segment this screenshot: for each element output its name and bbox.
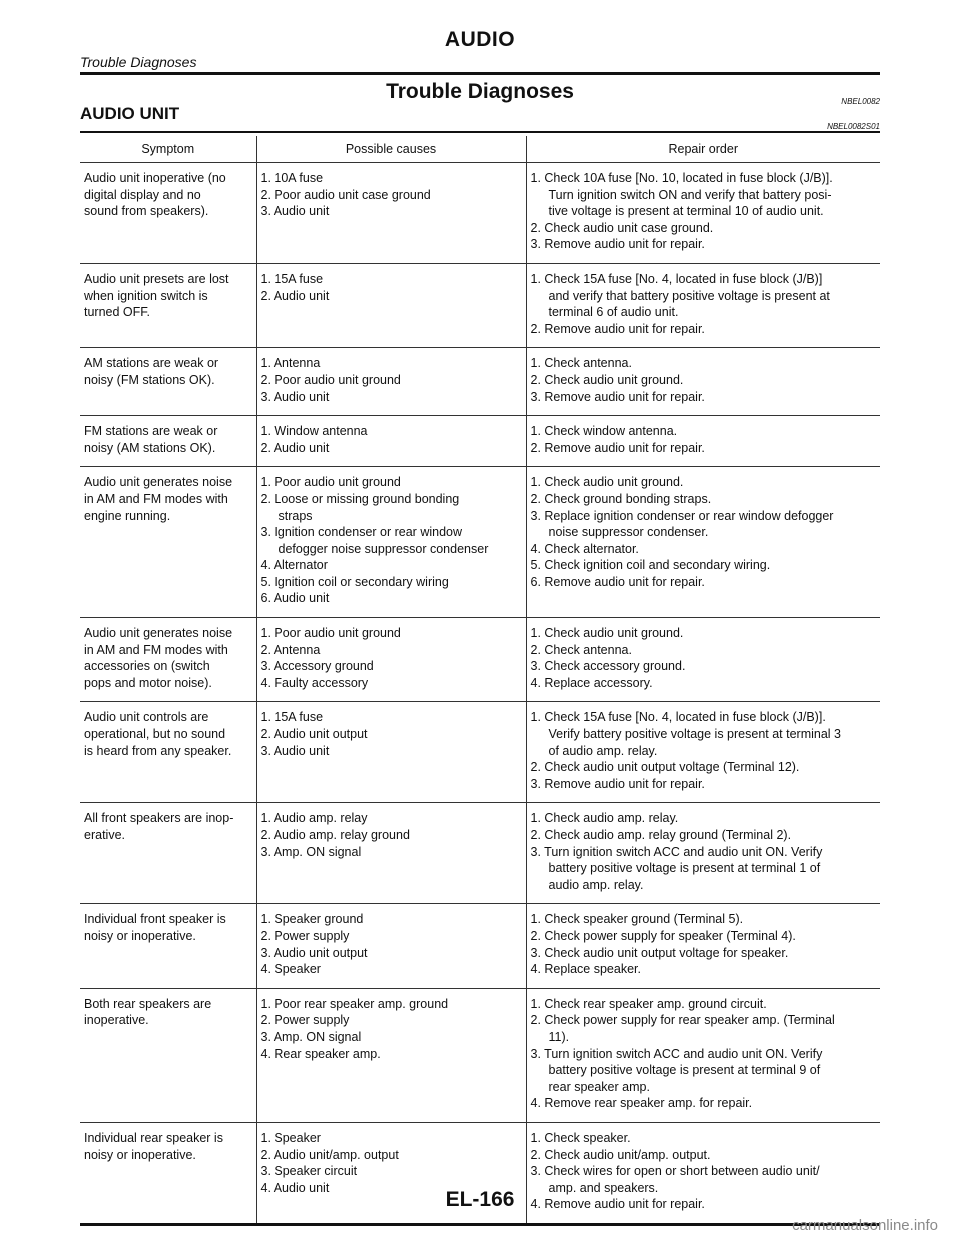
cell-line: 3. Amp. ON signal bbox=[260, 844, 362, 859]
symptom-cell bbox=[80, 618, 256, 702]
causes-cell bbox=[256, 467, 526, 618]
cell-line: audio amp. relay. bbox=[548, 877, 644, 892]
cell-line: FM stations are weak or bbox=[84, 424, 218, 439]
cell-line: Both rear speakers are bbox=[84, 996, 212, 1011]
header-title: AUDIO bbox=[444, 28, 516, 51]
cell-line: 5. Ignition coil or secondary wiring bbox=[260, 574, 449, 589]
cell-line: 2. Poor audio unit case ground bbox=[260, 187, 431, 202]
cell-line: terminal 6 of audio unit. bbox=[548, 305, 679, 320]
repair-cell bbox=[526, 702, 880, 803]
cell-line: 4. Alternator bbox=[260, 558, 328, 573]
column-header-repair: Repair order bbox=[526, 136, 880, 163]
cell-line: 1. Check audio unit ground. bbox=[530, 475, 684, 490]
cell-line: 1. Check speaker ground (Terminal 5). bbox=[530, 912, 744, 927]
cell-line: 3. Remove audio unit for repair. bbox=[530, 389, 705, 404]
cell-line: 2. Audio unit bbox=[260, 288, 330, 303]
cell-line: operational, but no sound bbox=[84, 727, 226, 742]
cell-line: noisy or inoperative. bbox=[84, 1147, 196, 1162]
cell-line: battery positive voltage is present at terminal 1 of bbox=[548, 861, 821, 876]
cell-line: 1. Check audio amp. relay. bbox=[530, 811, 679, 826]
table-row bbox=[80, 988, 880, 1122]
cell-line: 3. Amp. ON signal bbox=[260, 1029, 362, 1044]
section-title: Trouble Diagnoses bbox=[386, 80, 574, 103]
cell-line: 4. Replace speaker. bbox=[530, 962, 641, 977]
cell-line: 1. 15A fuse bbox=[260, 710, 324, 725]
cell-line: Audio unit generates noise bbox=[84, 475, 233, 490]
subsection-title: AUDIO UNIT bbox=[80, 104, 180, 123]
table-body bbox=[80, 163, 880, 1225]
cell-line: Turn ignition switch ON and verify that battery posi- bbox=[548, 187, 832, 202]
cell-line: and verify that battery positive voltage is present at bbox=[548, 288, 830, 303]
cell-line: All front speakers are inop- bbox=[84, 811, 234, 826]
cell-line: Audio unit generates noise bbox=[84, 626, 233, 641]
cell-line: 1. Check antenna. bbox=[530, 356, 632, 371]
cell-line: 3. Ignition condenser or rear window bbox=[260, 525, 463, 540]
cell-line: 1. Speaker ground bbox=[260, 912, 364, 927]
cell-line: when ignition switch is bbox=[84, 288, 208, 303]
table-row bbox=[80, 416, 880, 467]
cell-line: 3. Audio unit bbox=[260, 389, 330, 404]
section-ref-code: NBEL0082 bbox=[841, 97, 880, 106]
cell-line: 3. Turn ignition switch ACC and audio unit ON. Verify bbox=[530, 844, 823, 859]
repair-cell bbox=[526, 618, 880, 702]
repair-cell bbox=[526, 803, 880, 904]
symptom-cell bbox=[80, 702, 256, 803]
cell-line: 2. Check antenna. bbox=[530, 642, 632, 657]
causes-cell bbox=[256, 618, 526, 702]
cell-line: 3. Remove audio unit for repair. bbox=[530, 237, 705, 252]
repair-cell bbox=[526, 163, 880, 264]
cell-line: noisy or inoperative. bbox=[84, 928, 196, 943]
cell-line: 1. Poor audio unit ground bbox=[260, 626, 401, 641]
cell-line: 2. Check ground bonding straps. bbox=[530, 491, 712, 506]
causes-cell bbox=[256, 904, 526, 988]
cell-line: 4. Faulty accessory bbox=[260, 675, 369, 690]
subsection-ref-code: NBEL0082S01 bbox=[827, 122, 880, 131]
symptom-cell bbox=[80, 348, 256, 416]
cell-line: turned OFF. bbox=[84, 305, 150, 320]
cell-line: defogger noise suppressor condenser bbox=[278, 541, 489, 556]
cell-line: 1. Poor rear speaker amp. ground bbox=[260, 996, 449, 1011]
causes-cell bbox=[256, 163, 526, 264]
repair-cell bbox=[526, 263, 880, 347]
cell-line: 6. Audio unit bbox=[260, 591, 330, 606]
cell-line: 3. Check wires for open or short between audio unit/ bbox=[530, 1164, 820, 1179]
cell-line: 3. Check audio unit output voltage for speaker. bbox=[530, 945, 789, 960]
cell-line: Verify battery positive voltage is present at terminal 3 bbox=[548, 727, 842, 742]
table-row bbox=[80, 702, 880, 803]
cell-line: noise suppressor condenser. bbox=[548, 525, 709, 540]
cell-line: 2. Loose or missing ground bonding bbox=[260, 491, 460, 506]
cell-line: 1. Audio amp. relay bbox=[260, 811, 368, 826]
causes-cell bbox=[256, 988, 526, 1122]
cell-line: Audio unit controls are bbox=[84, 710, 209, 725]
cell-line: 3. Check accessory ground. bbox=[530, 659, 686, 674]
cell-line: rear speaker amp. bbox=[548, 1079, 650, 1094]
cell-line: 2. Audio unit output bbox=[260, 727, 368, 742]
cell-line: 1. Window antenna bbox=[260, 424, 368, 439]
cell-line: 1. Check rear speaker amp. ground circuit. bbox=[530, 996, 767, 1011]
trouble-diagnoses-table bbox=[80, 136, 880, 1226]
cell-line: erative. bbox=[84, 828, 125, 842]
symptom-cell bbox=[80, 904, 256, 988]
cell-line: 4. Check alternator. bbox=[530, 541, 639, 556]
causes-cell bbox=[256, 702, 526, 803]
cell-line: 1. Check speaker. bbox=[530, 1130, 631, 1145]
cell-line: sound from speakers). bbox=[84, 204, 209, 219]
cell-line: 2. Audio unit/amp. output bbox=[260, 1147, 399, 1162]
cell-line: 2. Check audio unit output voltage (Terminal 12). bbox=[530, 760, 800, 775]
cell-line: 2. Antenna bbox=[260, 642, 321, 657]
page-header bbox=[80, 26, 880, 70]
repair-cell bbox=[526, 416, 880, 467]
cell-line: 2. Power supply bbox=[260, 928, 350, 943]
cell-line: 4. Rear speaker amp. bbox=[260, 1046, 381, 1061]
cell-line: Individual rear speaker is bbox=[84, 1130, 223, 1145]
table-row bbox=[80, 348, 880, 416]
cell-line: 2. Power supply bbox=[260, 1013, 350, 1028]
cell-line: 2. Check audio amp. relay ground (Terminal 2). bbox=[530, 828, 792, 842]
cell-line: 11). bbox=[548, 1029, 570, 1044]
repair-cell bbox=[526, 988, 880, 1122]
causes-cell bbox=[256, 803, 526, 904]
cell-line: 2. Poor audio unit ground bbox=[260, 372, 401, 387]
cell-line: 3. Turn ignition switch ACC and audio unit ON. Verify bbox=[530, 1046, 823, 1061]
table-row bbox=[80, 803, 880, 904]
watermark: carmanualsonline.info bbox=[792, 1217, 938, 1234]
causes-cell bbox=[256, 348, 526, 416]
symptom-cell bbox=[80, 263, 256, 347]
cell-line: 1. Check 10A fuse [No. 10, located in fuse block (J/B)]. bbox=[530, 171, 833, 185]
table-row bbox=[80, 904, 880, 988]
cell-line: 4. Remove audio unit for repair. bbox=[530, 1197, 705, 1212]
cell-line: 2. Remove audio unit for repair. bbox=[530, 440, 705, 455]
symptom-cell bbox=[80, 467, 256, 618]
cell-line: 1. Antenna bbox=[260, 356, 321, 371]
table-row bbox=[80, 163, 880, 264]
cell-line: straps bbox=[278, 508, 313, 523]
cell-line: 2. Remove audio unit for repair. bbox=[530, 321, 705, 336]
cell-line: 3. Audio unit bbox=[260, 204, 330, 219]
cell-line: 1. Poor audio unit ground bbox=[260, 475, 401, 490]
cell-line: 1. Check audio unit ground. bbox=[530, 626, 684, 641]
symptom-cell bbox=[80, 416, 256, 467]
cell-line: inoperative. bbox=[84, 1013, 149, 1028]
cell-line: 2. Audio amp. relay ground bbox=[260, 828, 410, 842]
repair-cell bbox=[526, 467, 880, 618]
cell-line: battery positive voltage is present at terminal 9 of bbox=[548, 1063, 821, 1078]
symptom-cell bbox=[80, 163, 256, 264]
table-header-row bbox=[80, 136, 880, 163]
cell-line: amp. and speakers. bbox=[548, 1180, 659, 1195]
cell-line: 3. Remove audio unit for repair. bbox=[530, 776, 705, 791]
page-number: EL-166 bbox=[445, 1188, 515, 1211]
causes-cell bbox=[256, 416, 526, 467]
cell-line: pops and motor noise). bbox=[84, 675, 212, 690]
cell-line: 2. Check audio unit ground. bbox=[530, 372, 684, 387]
table-row bbox=[80, 618, 880, 702]
cell-line: 3. Audio unit output bbox=[260, 945, 368, 960]
cell-line: 2. Audio unit bbox=[260, 440, 330, 455]
cell-line: 3. Accessory ground bbox=[260, 659, 374, 674]
cell-line: 1. 15A fuse bbox=[260, 271, 324, 286]
cell-line: accessories on (switch bbox=[84, 659, 210, 674]
cell-line: Individual front speaker is bbox=[84, 912, 226, 927]
repair-cell bbox=[526, 904, 880, 988]
symptom-cell bbox=[80, 988, 256, 1122]
table-row bbox=[80, 263, 880, 347]
header-divider bbox=[80, 72, 880, 75]
cell-line: in AM and FM modes with bbox=[84, 642, 228, 657]
cell-line: 4. Speaker bbox=[260, 962, 321, 977]
cell-line: 2. Check power supply for rear speaker amp. (Terminal bbox=[530, 1013, 835, 1028]
cell-line: 2. Check power supply for speaker (Terminal 4). bbox=[530, 928, 796, 943]
causes-cell bbox=[256, 263, 526, 347]
cell-line: 1. Check 15A fuse [No. 4, located in fuse block (J/B)] bbox=[530, 271, 823, 286]
cell-line: engine running. bbox=[84, 508, 171, 523]
cell-line: AM stations are weak or bbox=[84, 356, 219, 371]
column-header-symptom: Symptom bbox=[80, 136, 256, 163]
cell-line: Audio unit presets are lost bbox=[84, 271, 229, 286]
column-header-causes: Possible causes bbox=[256, 136, 526, 163]
cell-line: 4. Replace accessory. bbox=[530, 675, 653, 690]
header-subtitle: Trouble Diagnoses bbox=[80, 54, 197, 70]
cell-line: of audio amp. relay. bbox=[548, 743, 658, 758]
cell-line: 5. Check ignition coil and secondary wiring. bbox=[530, 558, 771, 573]
cell-line: 4. Audio unit bbox=[260, 1180, 330, 1195]
cell-line: 2. Check audio unit case ground. bbox=[530, 220, 714, 235]
table-row bbox=[80, 467, 880, 618]
cell-line: tive voltage is present at terminal 10 of audio unit. bbox=[548, 204, 824, 219]
cell-line: 1. Speaker bbox=[260, 1130, 321, 1145]
cell-line: 3. Replace ignition condenser or rear window defogger bbox=[530, 508, 834, 523]
cell-line: noisy (AM stations OK). bbox=[84, 440, 216, 455]
repair-cell bbox=[526, 348, 880, 416]
symptom-cell bbox=[80, 803, 256, 904]
cell-line: Audio unit inoperative (no bbox=[84, 171, 226, 185]
table-top-rule bbox=[80, 131, 880, 133]
cell-line: noisy (FM stations OK). bbox=[84, 372, 215, 387]
cell-line: 1. Check window antenna. bbox=[530, 424, 678, 439]
cell-line: in AM and FM modes with bbox=[84, 491, 228, 506]
cell-line: 3. Speaker circuit bbox=[260, 1164, 358, 1179]
cell-line: 1. Check 15A fuse [No. 4, located in fuse block (J/B)]. bbox=[530, 710, 826, 725]
cell-line: 4. Remove rear speaker amp. for repair. bbox=[530, 1096, 753, 1111]
cell-line: is heard from any speaker. bbox=[84, 743, 232, 758]
cell-line: digital display and no bbox=[84, 187, 201, 202]
cell-line: 2. Check audio unit/amp. output. bbox=[530, 1147, 711, 1162]
cell-line: 6. Remove audio unit for repair. bbox=[530, 574, 705, 589]
cell-line: 3. Audio unit bbox=[260, 743, 330, 758]
cell-line: 1. 10A fuse bbox=[260, 171, 324, 185]
